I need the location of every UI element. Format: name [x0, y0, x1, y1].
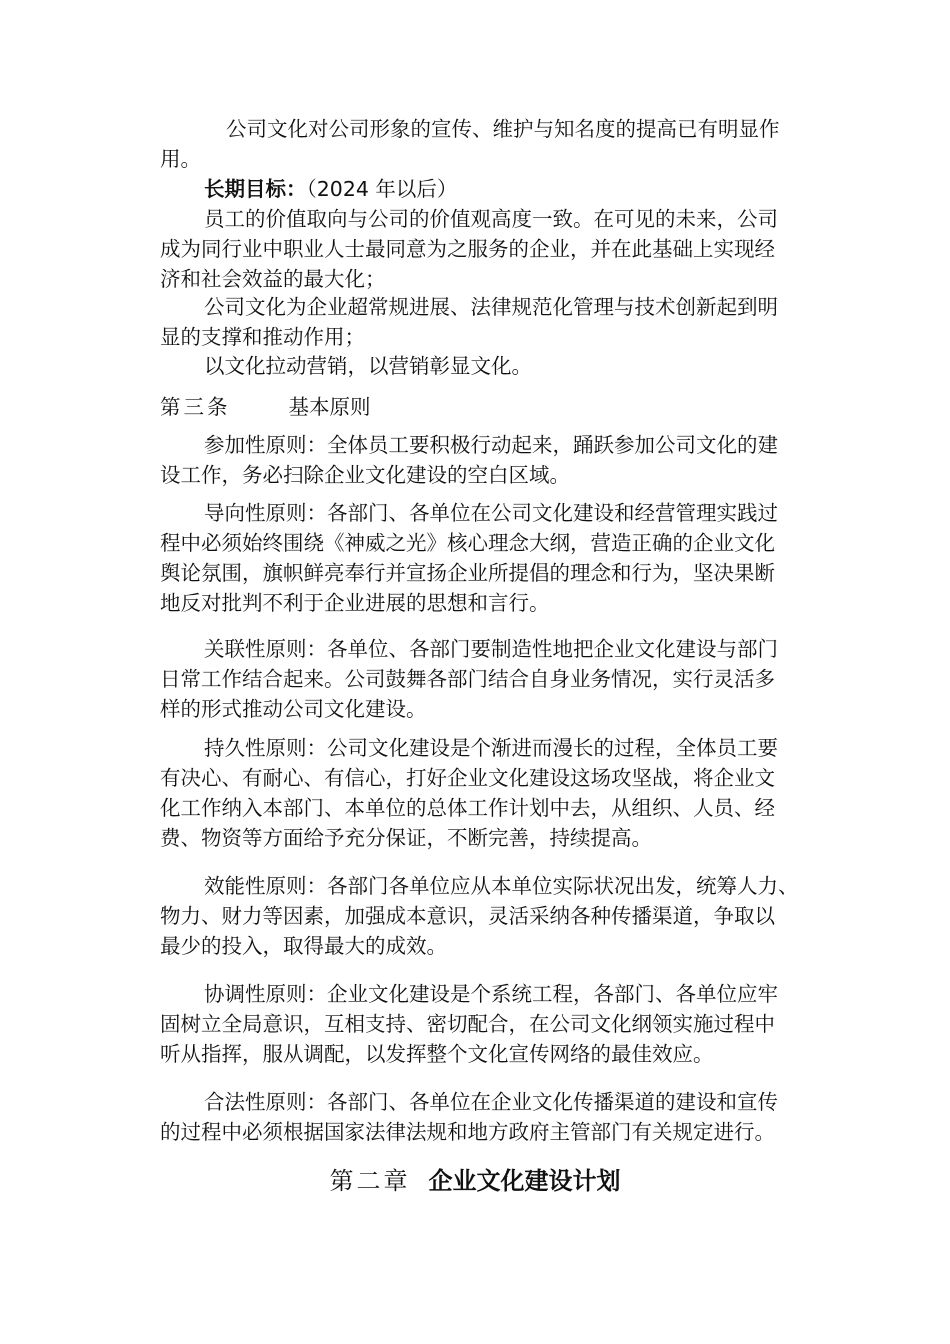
chapter-title: 企业文化建设计划 — [428, 1167, 621, 1195]
text-line: 化工作纳入本部门、本单位的总体工作计划中去，从组织、人员、经 — [160, 796, 775, 820]
text-line: 持久性原则：公司文化建设是个渐进而漫长的过程，全体员工要 — [204, 736, 778, 760]
long-term-paragraph-1 — [160, 204, 840, 294]
long-term-paragraph-3 — [160, 351, 840, 381]
text-line: 员工的价值取向与公司的价值观高度一致。在可见的未来，公司 — [204, 207, 778, 231]
principle-persistence — [160, 733, 840, 853]
text-line: 固树立全局意识，互相支持、密切配合，在公司文化纲领实施过程中 — [160, 1012, 775, 1036]
text-line: 成为同行业中职业人士最同意为之服务的企业，并在此基础上实现经 — [160, 237, 775, 261]
long-term-label: 长期目标： — [204, 177, 307, 201]
text-line: 舆论氛围，旗帜鲜亮奉行并宣扬企业所提倡的理念和行为，坚决果断 — [160, 561, 775, 585]
long-term-period: （2024 年以后） — [306, 177, 458, 201]
text-line: 有决心、有耐心、有信心，打好企业文化建设这场攻坚战，将企业文 — [160, 766, 775, 790]
text-line: 程中必须始终围绕《神威之光》核心理念大纲，营造正确的企业文化 — [160, 531, 775, 555]
intro-paragraph — [160, 114, 840, 174]
chapter-number: 第二章 — [329, 1167, 411, 1195]
principle-participation — [160, 430, 840, 490]
text-line: 以文化拉动营销，以营销彰显文化。 — [204, 354, 532, 378]
text-line: 协调性原则：企业文化建设是个系统工程，各部门、各单位应牢 — [204, 982, 778, 1006]
principle-guidance — [160, 498, 840, 618]
principle-relevance — [160, 634, 840, 724]
text-line: 公司文化对公司形象的宣传、维护与知名度的提高已有明显作 — [226, 117, 780, 141]
article-number: 第三条 — [160, 395, 231, 419]
text-line: 费、物资等方面给予充分保证，不断完善，持续提高。 — [160, 826, 652, 850]
text-line: 的过程中必须根据国家法律法规和地方政府主管部门有关规定进行。 — [160, 1120, 775, 1144]
long-term-heading — [160, 174, 840, 204]
long-term-paragraph-2 — [160, 292, 840, 352]
text-line: 最少的投入，取得最大的成效。 — [160, 934, 447, 958]
text-line: 参加性原则：全体员工要积极行动起来，踊跃参加公司文化的建 — [204, 433, 778, 457]
text-line: 公司文化为企业超常规进展、法律规范化管理与技术创新起到明 — [204, 295, 778, 319]
text-line: 关联性原则：各单位、各部门要制造性地把企业文化建设与部门 — [204, 637, 778, 661]
text-line: 地反对批判不利于企业进展的思想和言行。 — [160, 591, 550, 615]
principle-efficiency — [160, 871, 840, 961]
chapter-heading — [0, 1166, 950, 1196]
text-line: 物力、财力等因素，加强成本意识，灵活采纳各种传播渠道，争取以 — [160, 904, 775, 928]
text-line: 设工作，务必扫除企业文化建设的空白区域。 — [160, 463, 570, 487]
article-heading — [160, 392, 371, 422]
text-line: 显的支撑和推动作用； — [160, 325, 365, 349]
article-title: 基本原则 — [288, 395, 371, 419]
text-line: 导向性原则：各部门、各单位在公司文化建设和经营管理实践过 — [204, 501, 778, 525]
text-line: 合法性原则：各部门、各单位在企业文化传播渠道的建设和宣传 — [204, 1090, 778, 1114]
text-line: 济和社会效益的最大化； — [160, 267, 386, 291]
text-line: 效能性原则：各部门各单位应从本单位实际状况出发，统筹人力、 — [204, 874, 799, 898]
principle-legality — [160, 1087, 840, 1147]
principle-coordination — [160, 979, 840, 1069]
text-line: 日常工作结合起来。公司鼓舞各部门结合自身业务情况，实行灵活多 — [160, 667, 775, 691]
text-line: 用。 — [160, 147, 201, 171]
text-line: 听从指挥，服从调配，以发挥整个文化宣传网络的最佳效应。 — [160, 1042, 714, 1066]
text-line: 样的形式推动公司文化建设。 — [160, 697, 427, 721]
